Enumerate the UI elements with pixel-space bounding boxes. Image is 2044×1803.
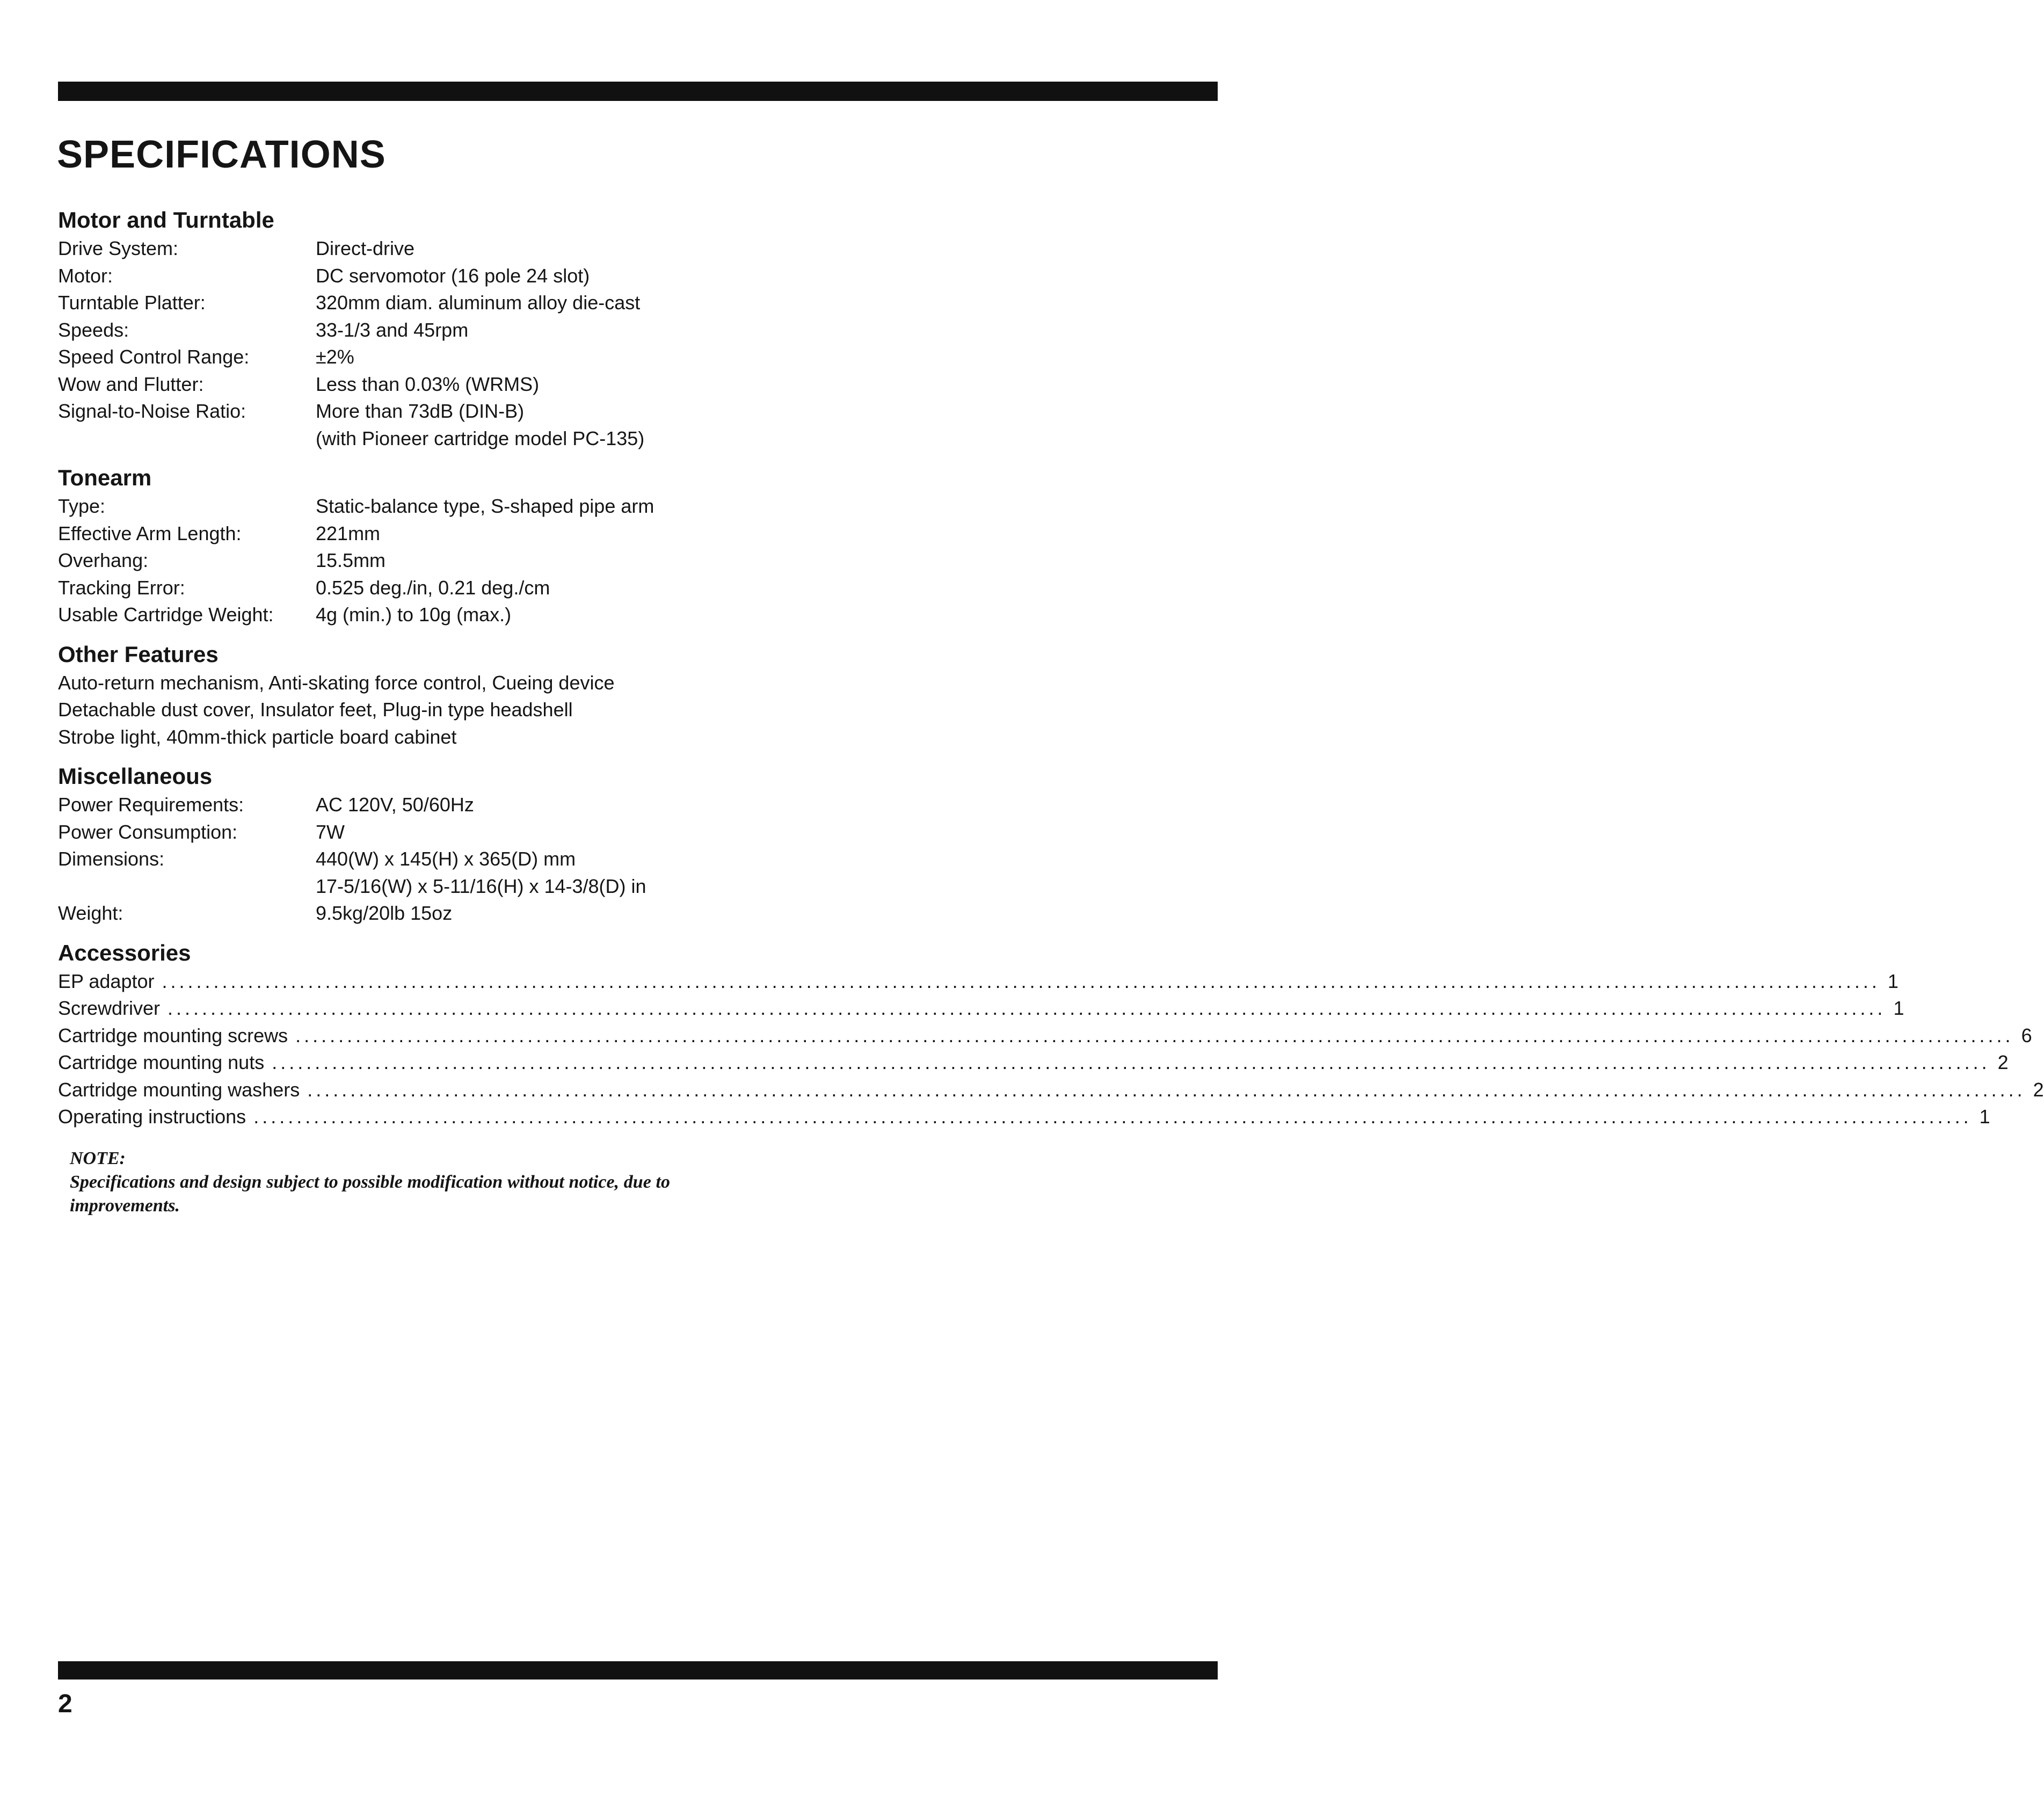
spec-label: Drive System: (58, 237, 179, 259)
section-heading: Accessories (58, 940, 191, 965)
spec-value (316, 520, 670, 548)
spec-row (58, 371, 670, 398)
dot-leader: ........................................................................................................................................................................................................ (307, 1078, 2026, 1101)
spec-row (58, 900, 670, 927)
accessory-item (58, 1077, 2044, 1104)
note-block (58, 1147, 670, 1218)
spec-value (316, 263, 670, 290)
accessory-name: Screwdriver (58, 997, 161, 1019)
spec-label: Turntable Platter: (58, 292, 206, 314)
spec-value-line: 4g (min.) to 10g (max.) (316, 604, 512, 626)
accessory-name: EP adaptor (58, 970, 155, 992)
spec-value-line: 320mm diam. aluminum alloy die-cast (316, 292, 641, 314)
note-label: NOTE: (70, 1148, 126, 1168)
spec-value (316, 819, 670, 846)
note-text: Specifications and design subject to possible modification without notice, due to improvements. (70, 1172, 670, 1216)
accessory-item (58, 1022, 2032, 1050)
spec-value-line: 221mm (316, 522, 381, 544)
spec-row (58, 493, 670, 520)
spec-value-line: 440(W) x 145(H) x 365(D) mm (316, 848, 576, 870)
page-number: 2 (58, 1690, 72, 1718)
accessory-quantity: 1 (1979, 1106, 1990, 1128)
spec-label: Weight: (58, 902, 123, 924)
spec-label: Dimensions: (58, 848, 165, 870)
accessory-quantity: 1 (1893, 997, 1904, 1019)
accessory-item (58, 968, 1898, 995)
section-heading: Other Features (58, 641, 219, 667)
feature-line: Auto-return mechanism, Anti-skating force control, Cueing device (58, 671, 615, 694)
spec-value (316, 235, 670, 263)
accessory-quantity: 2 (1997, 1051, 2009, 1073)
spec-label: Speeds: (58, 318, 129, 341)
spec-label: Power Requirements: (58, 794, 244, 816)
section-tonearm (58, 463, 670, 629)
spec-label: Signal-to-Noise Ratio: (58, 400, 246, 422)
spec-table (58, 791, 670, 927)
spec-label: Power Consumption: (58, 820, 238, 843)
dot-leader: ........................................................................................................................................................................................................ (295, 1024, 2014, 1046)
spec-value-line: Less than 0.03% (WRMS) (316, 373, 540, 395)
section-heading: Miscellaneous (58, 764, 213, 789)
spec-label: Usable Cartridge Weight: (58, 604, 274, 626)
spec-value (316, 317, 670, 344)
feature-line: Strobe light, 40mm-thick particle board cabinet (58, 725, 457, 748)
spec-value (316, 601, 670, 629)
spec-label: Type: (58, 495, 106, 517)
section-heading: Motor and Turntable (58, 207, 274, 232)
dot-leader: ........................................................................................................................................................................................................ (253, 1106, 1972, 1128)
spec-row (58, 791, 670, 819)
feature-line: Detachable dust cover, Insulator feet, Plug-in type headshell (58, 699, 573, 721)
spec-value (316, 900, 670, 927)
spec-value (316, 398, 670, 452)
accessory-name: Cartridge mounting washers (58, 1078, 300, 1101)
section-heading: Tonearm (58, 465, 152, 490)
spec-value-line: DC servomotor (16 pole 24 slot) (316, 264, 590, 287)
spec-value (316, 493, 670, 520)
dot-leader: ........................................................................................................................................................................................................ (272, 1051, 1990, 1073)
spec-row (58, 819, 670, 846)
accessory-item (58, 995, 1904, 1022)
spec-row (58, 263, 670, 290)
spec-row (58, 846, 670, 900)
spec-value-line: 7W (316, 820, 345, 843)
accessory-item (58, 1049, 2009, 1077)
accessory-name: Operating instructions (58, 1106, 246, 1128)
spec-value (316, 791, 670, 819)
spec-row (58, 575, 670, 602)
dot-leader: ........................................................................................................................................................................................................ (162, 970, 1880, 992)
spec-table (58, 235, 670, 452)
spec-label: Speed Control Range: (58, 346, 250, 368)
spec-label: Motor: (58, 264, 113, 287)
spec-label: Wow and Flutter: (58, 373, 204, 395)
spec-value-line: (with Pioneer cartridge model PC-135) (316, 427, 645, 449)
spec-label: Tracking Error: (58, 576, 185, 599)
spec-value-line: 0.525 deg./in, 0.21 deg./cm (316, 576, 550, 599)
accessory-name: Cartridge mounting nuts (58, 1051, 265, 1073)
spec-row (58, 547, 670, 575)
section-miscellaneous (58, 761, 670, 927)
section-accessories (58, 938, 2044, 1131)
spec-value-line: Static-balance type, S-shaped pipe arm (316, 495, 654, 517)
spec-value-line: 9.5kg/20lb 15oz (316, 902, 453, 924)
spec-value (316, 846, 670, 900)
page-title: SPECIFICATIONS (57, 133, 386, 176)
top-rule (58, 82, 1218, 101)
spec-value-line: AC 120V, 50/60Hz (316, 794, 474, 816)
dot-leader: ........................................................................................................................................................................................................ (168, 997, 1886, 1019)
accessory-item (58, 1103, 1990, 1131)
spec-table (58, 493, 670, 629)
spec-label: Effective Arm Length: (58, 522, 242, 544)
spec-value-line: Direct-drive (316, 237, 415, 259)
spec-value (316, 575, 670, 602)
accessory-quantity: 6 (2021, 1024, 2032, 1046)
spec-value (316, 371, 670, 398)
spec-value (316, 289, 670, 317)
accessory-quantity: 1 (1887, 970, 1898, 992)
spec-value-line: ±2% (316, 346, 354, 368)
spec-row (58, 520, 670, 548)
spec-row (58, 601, 670, 629)
section-other-features (58, 639, 670, 751)
spec-label: Overhang: (58, 549, 149, 571)
spec-row (58, 289, 670, 317)
accessory-quantity: 2 (2033, 1078, 2044, 1101)
spec-value (316, 344, 670, 371)
spec-row (58, 235, 670, 263)
spec-value-line: 17-5/16(W) x 5-11/16(H) x 14-3/8(D) in (316, 875, 646, 897)
spec-value-line: More than 73dB (DIN-B) (316, 400, 525, 422)
accessories-list (58, 968, 2044, 1131)
spec-value (316, 547, 670, 575)
spec-value-line: 15.5mm (316, 549, 386, 571)
spec-row (58, 317, 670, 344)
accessory-name: Cartridge mounting screws (58, 1024, 288, 1046)
spec-row (58, 344, 670, 371)
spec-row (58, 398, 670, 452)
section-motor-turntable (58, 205, 670, 452)
spec-value-line: 33-1/3 and 45rpm (316, 318, 469, 341)
bottom-rule (58, 1661, 1218, 1680)
spec-content (58, 205, 2044, 1218)
